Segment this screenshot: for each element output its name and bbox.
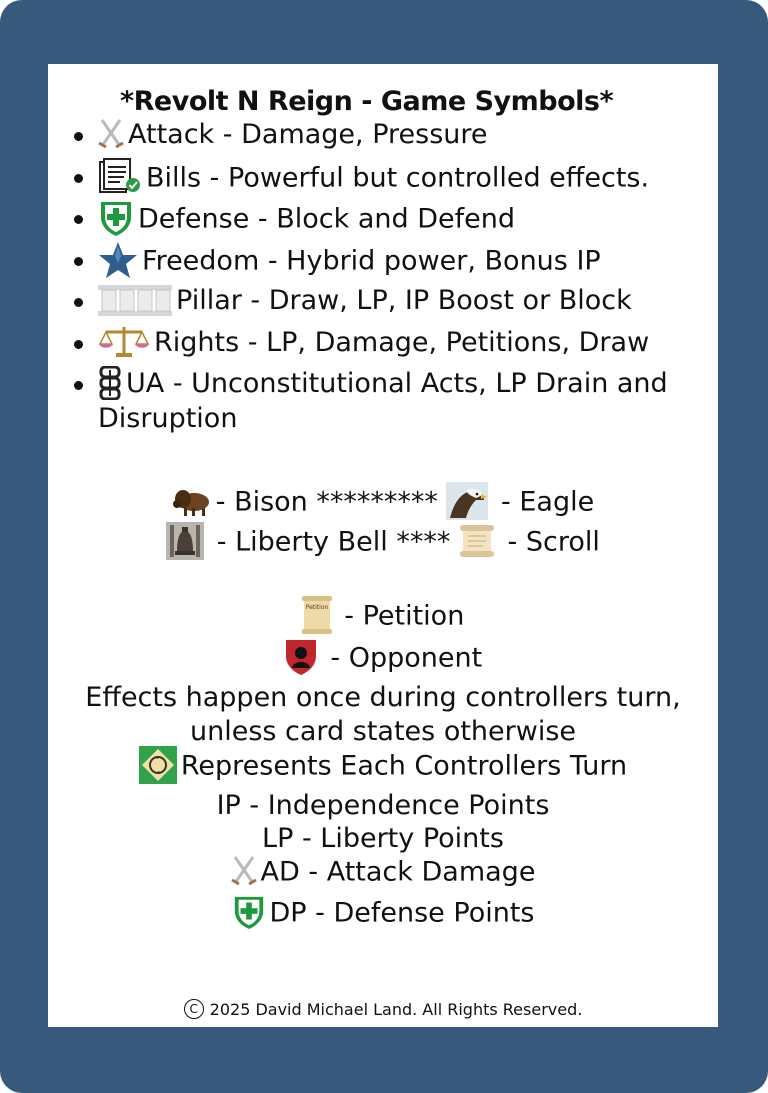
creature-row-1 — [48, 484, 718, 522]
symbol-text: UA - Unconstitutional Acts, LP Drain and Disruption — [98, 368, 668, 434]
lp-definition: LP - Liberty Points — [262, 823, 504, 854]
crossed-swords-icon — [98, 117, 124, 151]
petition-icon — [302, 596, 332, 634]
symbol-text: Pillar - Draw, LP, IP Boost or Block — [176, 285, 632, 316]
petition-label: - Petition — [335, 600, 465, 632]
scroll-label: - Scroll — [498, 526, 600, 558]
eagle-icon — [446, 482, 488, 520]
dp-row — [48, 896, 718, 932]
petition-row — [48, 598, 718, 636]
dp-definition: DP - Defense Points — [269, 897, 535, 929]
pillars-icon — [98, 283, 172, 317]
ad-row — [48, 856, 718, 890]
opponent-shield-icon — [284, 638, 318, 676]
symbol-legend — [68, 118, 708, 436]
ad-definition: AD - Attack Damage — [260, 856, 536, 888]
bill-document-icon — [98, 158, 142, 196]
list-item — [68, 243, 708, 285]
opponent-row — [48, 640, 718, 678]
symbol-text: Defense - Block and Defend — [138, 203, 515, 235]
eagle-label: - Eagle — [492, 486, 595, 518]
turn-icon — [139, 746, 177, 784]
petition-icon-label: Petition — [305, 604, 328, 611]
turn-label: Represents Each Controllers Turn — [180, 750, 628, 782]
chain-icon — [98, 366, 122, 400]
ip-definition: IP - Independence Points — [216, 790, 550, 821]
copyright — [48, 1000, 718, 1021]
shield-cross-icon — [98, 199, 134, 237]
opponent-label: - Opponent — [321, 642, 483, 674]
page-title: *Revolt N Reign - Game Symbols* — [120, 86, 614, 117]
liberty-bell-icon — [166, 522, 204, 560]
liberty-bell-label: - Liberty Bell **** — [208, 526, 459, 558]
bison-icon — [172, 484, 212, 518]
symbol-text: Freedom - Hybrid power, Bonus IP — [142, 245, 601, 276]
symbol-text: Attack - Damage, Pressure — [128, 119, 488, 150]
crossed-swords-icon — [231, 854, 257, 888]
effects-note: Effects happen once during controllers turn, unless card states otherwise — [85, 682, 681, 747]
copyright-icon: C — [184, 999, 204, 1019]
turn-row — [48, 748, 718, 786]
shield-cross-icon — [232, 894, 266, 930]
list-item — [68, 326, 708, 368]
scroll-icon — [459, 522, 495, 560]
symbol-text: Rights - LP, Damage, Petitions, Draw — [154, 326, 650, 358]
blue-star-icon — [98, 241, 138, 279]
list-item — [68, 367, 688, 436]
copyright-text: 2025 David Michael Land. All Rights Reserved. — [209, 1000, 583, 1019]
bison-label: - Bison ********* — [215, 486, 447, 518]
list-item — [68, 118, 708, 160]
symbol-text: Bills - Powerful but controlled effects. — [146, 162, 650, 193]
card-body — [48, 64, 718, 1027]
list-item — [68, 284, 708, 326]
creature-row-2 — [48, 524, 718, 562]
list-item — [68, 201, 708, 243]
list-item — [68, 160, 708, 202]
scales-icon — [98, 324, 150, 358]
